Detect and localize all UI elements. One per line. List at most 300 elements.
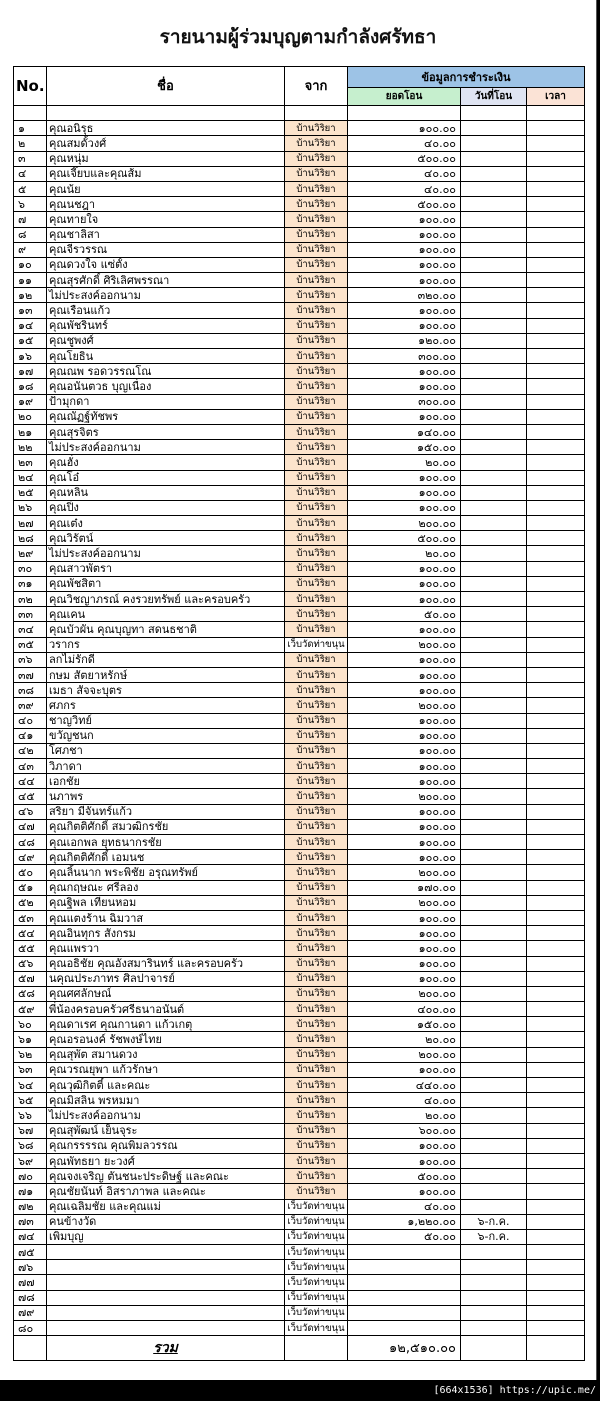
row-number: ๗๕	[14, 1245, 47, 1260]
row-number: ๓๖	[14, 652, 47, 667]
transfer-date	[461, 1245, 527, 1260]
transfer-date	[461, 850, 527, 865]
table-row	[14, 683, 585, 698]
row-number: ๕	[14, 181, 47, 196]
row-number: ๑๗	[14, 364, 47, 379]
donor-name: คุณเอกพล ยุทธนากรชัย	[47, 835, 285, 850]
row-number: ๓๐	[14, 561, 47, 576]
row-number: ๒๓	[14, 455, 47, 470]
donor-name	[47, 1305, 285, 1320]
transfer-date	[461, 1062, 527, 1077]
donor-name: คุณบัวผัน คุณบุญทา สดนธชาติ	[47, 622, 285, 637]
donor-name: สริยา มีจันทร์แก้ว	[47, 804, 285, 819]
donor-name: เพิ่มบุญ	[47, 1229, 285, 1244]
table-row	[14, 956, 585, 971]
source: บ้านวิริยา	[285, 576, 348, 591]
transfer-date	[461, 166, 527, 181]
source: บ้านวิริยา	[285, 561, 348, 576]
amount	[348, 1260, 461, 1275]
transfer-date	[461, 789, 527, 804]
table-row	[14, 774, 585, 789]
row-number: ๓๘	[14, 683, 47, 698]
row-number: ๖	[14, 197, 47, 212]
transfer-time	[527, 743, 585, 758]
header-name: ชื่อ	[47, 67, 285, 106]
transfer-date	[461, 910, 527, 925]
source: เว็บวัดท่าขนุน	[285, 1229, 348, 1244]
transfer-date	[461, 1275, 527, 1290]
donor-name: คุณณพ รอดวรรณโณ	[47, 364, 285, 379]
transfer-time	[527, 1138, 585, 1153]
source: บ้านวิริยา	[285, 485, 348, 500]
row-number: ๔	[14, 166, 47, 181]
transfer-time	[527, 971, 585, 986]
donor-name: คุณสาวพัตรา	[47, 561, 285, 576]
transfer-date	[461, 531, 527, 546]
donor-name: คุณกรรรรณ คุณพิมลวรรณ	[47, 1138, 285, 1153]
transfer-time	[527, 546, 585, 561]
table-row	[14, 986, 585, 1001]
source: บ้านวิริยา	[285, 1108, 348, 1123]
donor-name: ลกไม่รักดี	[47, 652, 285, 667]
transfer-date	[461, 956, 527, 971]
transfer-time	[527, 303, 585, 318]
table-row	[14, 1153, 585, 1168]
amount: ๑๐๐.๐๐	[348, 683, 461, 698]
amount: ๑๐๐.๐๐	[348, 1062, 461, 1077]
transfer-time	[527, 166, 585, 181]
row-number: ๓๓	[14, 607, 47, 622]
source: เว็บวัดท่าขนุน	[285, 1290, 348, 1305]
table-row	[14, 516, 585, 531]
table-row	[14, 607, 585, 622]
amount: ๑๐๐.๐๐	[348, 804, 461, 819]
row-number: ๔๑	[14, 728, 47, 743]
amount: ๑,๒๒๐.๐๐	[348, 1214, 461, 1229]
transfer-date	[461, 303, 527, 318]
transfer-date	[461, 409, 527, 424]
donor-name: คุณฐิพล เทียนหอม	[47, 895, 285, 910]
amount: ๑๐๐.๐๐	[348, 227, 461, 242]
donor-name: คุณอนันตวธ บุญเนื่อง	[47, 379, 285, 394]
table-row	[14, 865, 585, 880]
row-number: ๑๖	[14, 349, 47, 364]
table-row	[14, 424, 585, 439]
table-row	[14, 1017, 585, 1032]
row-number: ๙	[14, 242, 47, 257]
source: บ้านวิริยา	[285, 273, 348, 288]
transfer-time	[527, 941, 585, 956]
row-number: ๕๘	[14, 986, 47, 1001]
row-number: ๘	[14, 227, 47, 242]
transfer-time	[527, 910, 585, 925]
row-number: ๑๐	[14, 257, 47, 272]
transfer-date	[461, 257, 527, 272]
transfer-time	[527, 1290, 585, 1305]
table-row	[14, 1078, 585, 1093]
row-number: ๔๓	[14, 759, 47, 774]
donor-name: ศภกร	[47, 698, 285, 713]
source: บ้านวิริยา	[285, 971, 348, 986]
donor-name: คุณน้ย	[47, 181, 285, 196]
transfer-time	[527, 227, 585, 242]
source: บ้านวิริยา	[285, 318, 348, 333]
transfer-date	[461, 698, 527, 713]
table-row	[14, 1199, 585, 1214]
source: บ้านวิริยา	[285, 516, 348, 531]
transfer-time	[527, 1032, 585, 1047]
source: เว็บวัดท่าขนุน	[285, 1214, 348, 1229]
amount: ๑๐๐.๐๐	[348, 971, 461, 986]
row-number: ๓	[14, 151, 47, 166]
table-row	[14, 1108, 585, 1123]
transfer-time	[527, 789, 585, 804]
amount: ๑๐๐.๐๐	[348, 1138, 461, 1153]
table-row	[14, 1032, 585, 1047]
donor-name: คุณเต๋ง	[47, 516, 285, 531]
donor-name	[47, 1260, 285, 1275]
transfer-date	[461, 516, 527, 531]
transfer-date	[461, 713, 527, 728]
donor-name: คุณจงเจริญ ตันชนะประดิษฐ์ และคณะ	[47, 1169, 285, 1184]
transfer-time	[527, 804, 585, 819]
source: บ้านวิริยา	[285, 743, 348, 758]
source: เว็บวัดท่าขนุน	[285, 1245, 348, 1260]
amount: ๕๐๐.๐๐	[348, 531, 461, 546]
transfer-date	[461, 1032, 527, 1047]
row-number: ๒๙	[14, 546, 47, 561]
row-number: ๔๙	[14, 850, 47, 865]
amount: ๑๐๐.๐๐	[348, 652, 461, 667]
table-row	[14, 440, 585, 455]
transfer-date	[461, 1260, 527, 1275]
donor-name: คุณชัยนันท์ อิสราภาพล และคณะ	[47, 1184, 285, 1199]
table-row	[14, 895, 585, 910]
amount: ๒๐๐.๐๐	[348, 637, 461, 652]
transfer-date	[461, 774, 527, 789]
transfer-date	[461, 1153, 527, 1168]
amount: ๑๐๐.๐๐	[348, 318, 461, 333]
amount: ๒๐๐.๐๐	[348, 986, 461, 1001]
transfer-time	[527, 1260, 585, 1275]
donor-name: คุณพัชรินทร์	[47, 318, 285, 333]
transfer-date	[461, 986, 527, 1001]
transfer-time	[527, 1002, 585, 1017]
amount: ๑๐๐.๐๐	[348, 910, 461, 925]
source: บ้านวิริยา	[285, 349, 348, 364]
table-row	[14, 1245, 585, 1260]
transfer-date	[461, 971, 527, 986]
amount	[348, 1321, 461, 1336]
transfer-time	[527, 652, 585, 667]
table-row	[14, 713, 585, 728]
transfer-time	[527, 728, 585, 743]
table-row	[14, 242, 585, 257]
transfer-date	[461, 440, 527, 455]
table-row	[14, 349, 585, 364]
table-row	[14, 652, 585, 667]
row-number: ๑๓	[14, 303, 47, 318]
transfer-time	[527, 470, 585, 485]
row-number: ๒๗	[14, 516, 47, 531]
transfer-date	[461, 865, 527, 880]
transfer-time	[527, 698, 585, 713]
source: บ้านวิริยา	[285, 500, 348, 515]
amount: ๑๐๐.๐๐	[348, 364, 461, 379]
amount: ๑๗๐.๐๐	[348, 880, 461, 895]
row-number: ๕๖	[14, 956, 47, 971]
donor-name: คุณพัชสิตา	[47, 576, 285, 591]
table-row	[14, 136, 585, 151]
table-row	[14, 288, 585, 303]
source: บ้านวิริยา	[285, 303, 348, 318]
donor-name: คุณสุพัฒน์ เย็นจุระ	[47, 1123, 285, 1138]
source: บ้านวิริยา	[285, 212, 348, 227]
row-number: ๕๑	[14, 880, 47, 895]
donor-name: คุณวิรัตน์	[47, 531, 285, 546]
row-number: ๓๑	[14, 576, 47, 591]
transfer-date	[461, 318, 527, 333]
source: เว็บวัดท่าขนุน	[285, 1305, 348, 1320]
source: บ้านวิริยา	[285, 622, 348, 637]
transfer-time	[527, 1275, 585, 1290]
donor-name: คุณโอ๋	[47, 470, 285, 485]
row-number: ๓๕	[14, 637, 47, 652]
amount: ๑๕๐.๐๐	[348, 440, 461, 455]
table-row	[14, 789, 585, 804]
transfer-time	[527, 835, 585, 850]
amount: ๔๐.๐๐	[348, 136, 461, 151]
donor-name: คุณชาลิสา	[47, 227, 285, 242]
transfer-date	[461, 1138, 527, 1153]
amount: ๔๐๐.๐๐	[348, 1002, 461, 1017]
row-number: ๔๕	[14, 789, 47, 804]
transfer-time	[527, 181, 585, 196]
amount: ๑๐๐.๐๐	[348, 273, 461, 288]
table-row	[14, 1260, 585, 1275]
transfer-time	[527, 440, 585, 455]
source: บ้านวิริยา	[285, 288, 348, 303]
table-row	[14, 197, 585, 212]
amount	[348, 1290, 461, 1305]
transfer-time	[527, 1214, 585, 1229]
transfer-date	[461, 652, 527, 667]
source: บ้านวิริยา	[285, 850, 348, 865]
source: บ้านวิริยา	[285, 910, 348, 925]
source: บ้านวิริยา	[285, 257, 348, 272]
amount: ๖๐๐.๐๐	[348, 1123, 461, 1138]
donor-name: คุณอรอนงค์ รัชพงษ์ไทย	[47, 1032, 285, 1047]
source: บ้านวิริยา	[285, 1138, 348, 1153]
table-row	[14, 409, 585, 424]
source: บ้านวิริยา	[285, 819, 348, 834]
donor-name: คุณลิ้นนาก พระพิชัย อรุณทรัพย์	[47, 865, 285, 880]
donor-name: คุณแพรวา	[47, 941, 285, 956]
row-number: ๓๙	[14, 698, 47, 713]
source: บ้านวิริยา	[285, 789, 348, 804]
transfer-time	[527, 121, 585, 136]
donor-name: คุณอธิชัย คุณอังสมารินทร์ และครอบครัว	[47, 956, 285, 971]
row-number: ๑๔	[14, 318, 47, 333]
amount: ๒๐.๐๐	[348, 1108, 461, 1123]
transfer-time	[527, 667, 585, 682]
row-number: ๒๘	[14, 531, 47, 546]
transfer-time	[527, 683, 585, 698]
row-number: ๒๑	[14, 424, 47, 439]
table-row	[14, 181, 585, 196]
donor-name: คุณเรือนแก้ว	[47, 303, 285, 318]
donor-name: คุณวุฒิกิตติ์ และคณะ	[47, 1078, 285, 1093]
transfer-time	[527, 1123, 585, 1138]
table-row	[14, 637, 585, 652]
source: บ้านวิริยา	[285, 1184, 348, 1199]
table-row	[14, 576, 585, 591]
row-number: ๗๗	[14, 1275, 47, 1290]
row-number: ๖๑	[14, 1032, 47, 1047]
transfer-time	[527, 622, 585, 637]
source: บ้านวิริยา	[285, 774, 348, 789]
transfer-time	[527, 865, 585, 880]
amount	[348, 1305, 461, 1320]
source: บ้านวิริยา	[285, 470, 348, 485]
amount: ๑๐๐.๐๐	[348, 819, 461, 834]
table-row	[14, 1138, 585, 1153]
transfer-time	[527, 1245, 585, 1260]
amount: ๑๐๐.๐๐	[348, 926, 461, 941]
amount: ๒๐๐.๐๐	[348, 895, 461, 910]
source: บ้านวิริยา	[285, 1062, 348, 1077]
transfer-date	[461, 1321, 527, 1336]
row-number: ๒๔	[14, 470, 47, 485]
source: บ้านวิริยา	[285, 804, 348, 819]
transfer-time	[527, 576, 585, 591]
amount: ๑๐๐.๐๐	[348, 379, 461, 394]
row-number: ๒๕	[14, 485, 47, 500]
transfer-date: ๖-ก.ค.	[461, 1229, 527, 1244]
donor-name	[47, 1275, 285, 1290]
transfer-date	[461, 242, 527, 257]
donor-name: คนข้างวัด	[47, 1214, 285, 1229]
donor-name: วิภาดา	[47, 759, 285, 774]
transfer-time	[527, 242, 585, 257]
donor-name: คุณศศลักษณ์	[47, 986, 285, 1001]
amount: ๕๐๐.๐๐	[348, 1169, 461, 1184]
amount: ๔๐.๐๐	[348, 181, 461, 196]
source: เว็บวัดท่าขนุน	[285, 1321, 348, 1336]
amount: ๑๐๐.๐๐	[348, 485, 461, 500]
row-number: ๔๖	[14, 804, 47, 819]
transfer-date	[461, 379, 527, 394]
table-row	[14, 971, 585, 986]
amount: ๒๐๐.๐๐	[348, 865, 461, 880]
row-number: ๒๖	[14, 500, 47, 515]
table-row	[14, 1047, 585, 1062]
amount: ๑๐๐.๐๐	[348, 121, 461, 136]
transfer-time	[527, 607, 585, 622]
donor-name	[47, 1245, 285, 1260]
row-number: ๗๘	[14, 1290, 47, 1305]
donor-name: คุณณัฏฐ์ทัชพร	[47, 409, 285, 424]
row-number: ๕๐	[14, 865, 47, 880]
transfer-date	[461, 546, 527, 561]
donor-name: โศภชา	[47, 743, 285, 758]
transfer-time	[527, 1184, 585, 1199]
row-number: ๑๒	[14, 288, 47, 303]
transfer-time	[527, 455, 585, 470]
row-number: ๕๓	[14, 910, 47, 925]
amount: ๑๐๐.๐๐	[348, 713, 461, 728]
table-row	[14, 455, 585, 470]
source: บ้านวิริยา	[285, 394, 348, 409]
table-row	[14, 667, 585, 682]
amount: ๒๐.๐๐	[348, 1032, 461, 1047]
table-row	[14, 318, 585, 333]
amount: ๑๐๐.๐๐	[348, 242, 461, 257]
transfer-date	[461, 500, 527, 515]
amount: ๑๐๐.๐๐	[348, 667, 461, 682]
donor-name: คุณสุรศักดิ์ ศิริเลิศพรรณา	[47, 273, 285, 288]
transfer-date	[461, 212, 527, 227]
table-row	[14, 1093, 585, 1108]
transfer-date	[461, 227, 527, 242]
source: บ้านวิริยา	[285, 151, 348, 166]
donor-name: วรากร	[47, 637, 285, 652]
transfer-time	[527, 485, 585, 500]
row-number: ๖๔	[14, 1078, 47, 1093]
donor-name: ขวัญชนก	[47, 728, 285, 743]
donor-name: คุณแตงร้าน ฉิมวาส	[47, 910, 285, 925]
total-label: รวม	[47, 1336, 285, 1361]
source: บ้านวิริยา	[285, 941, 348, 956]
row-number: ๑๙	[14, 394, 47, 409]
transfer-time	[527, 759, 585, 774]
table-row	[14, 835, 585, 850]
donor-name: คุณนชฎา	[47, 197, 285, 212]
table-row	[14, 1229, 585, 1244]
source: บ้านวิริยา	[285, 166, 348, 181]
table-row	[14, 1169, 585, 1184]
source: บ้านวิริยา	[285, 698, 348, 713]
table-row	[14, 592, 585, 607]
transfer-date: ๖-ก.ค.	[461, 1214, 527, 1229]
header-from: จาก	[285, 67, 348, 106]
table-row	[14, 1214, 585, 1229]
transfer-time	[527, 774, 585, 789]
transfer-time	[527, 1078, 585, 1093]
row-number: ๗	[14, 212, 47, 227]
transfer-date	[461, 1169, 527, 1184]
amount: ๕๐.๐๐	[348, 1229, 461, 1244]
transfer-date	[461, 364, 527, 379]
table-row	[14, 166, 585, 181]
transfer-time	[527, 592, 585, 607]
transfer-date	[461, 1305, 527, 1320]
transfer-time	[527, 1047, 585, 1062]
transfer-time	[527, 850, 585, 865]
transfer-date	[461, 819, 527, 834]
transfer-date	[461, 895, 527, 910]
source: บ้านวิริยา	[285, 242, 348, 257]
amount: ๑๐๐.๐๐	[348, 622, 461, 637]
source: บ้านวิริยา	[285, 1047, 348, 1062]
source: บ้านวิริยา	[285, 683, 348, 698]
transfer-date	[461, 288, 527, 303]
table-row	[14, 1290, 585, 1305]
row-number: ๔๗	[14, 819, 47, 834]
source: บ้านวิริยา	[285, 652, 348, 667]
row-number: ๗๐	[14, 1169, 47, 1184]
source: บ้านวิริยา	[285, 956, 348, 971]
